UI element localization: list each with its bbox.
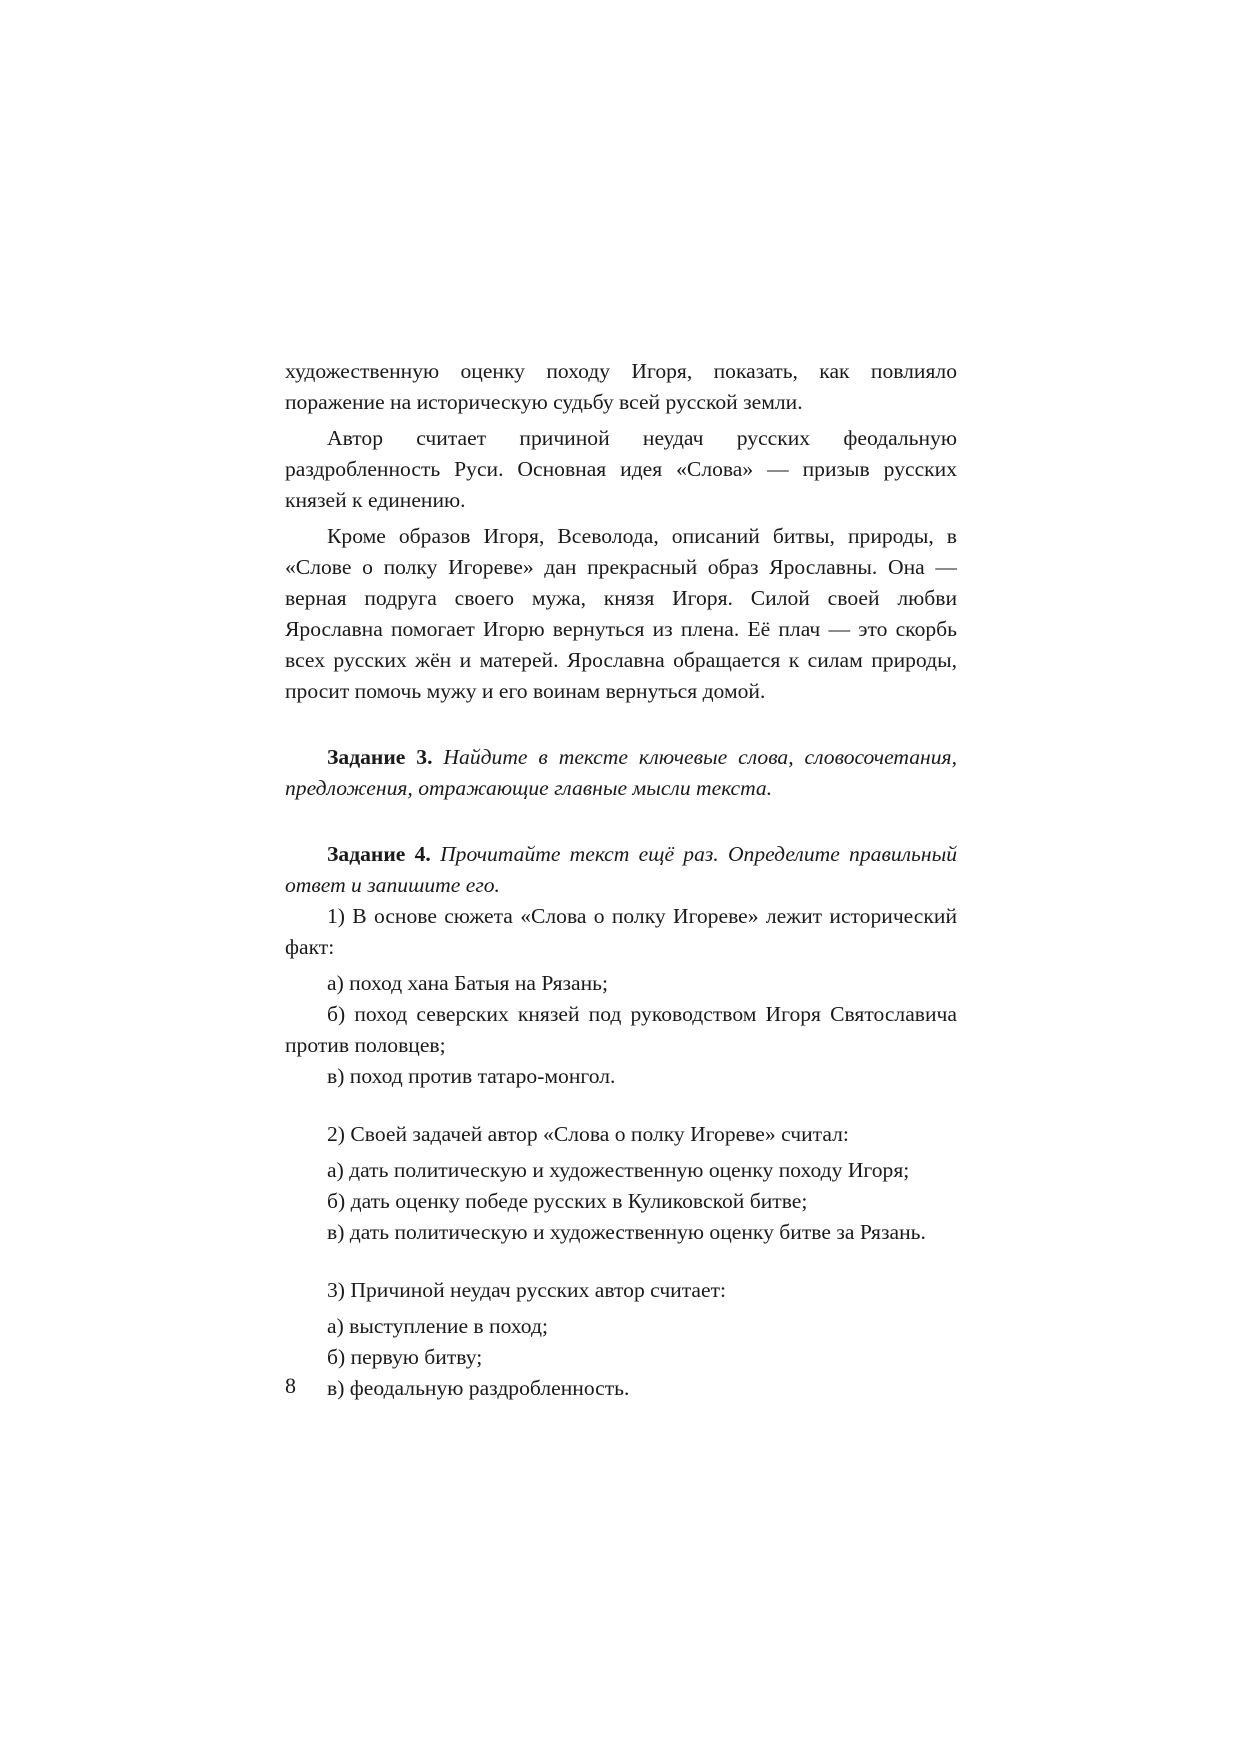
question-3: 3) Причиной неудач русских автор считает: [327, 1278, 727, 1302]
question-1: 1) В основе сюжета «Слова о полку Игореве» лежит исторический факт: [285, 904, 957, 959]
question-1-option-b: б) поход северских князей под руководством Игоря Святославича против половцев; [285, 1002, 957, 1057]
question-3-option-a: а) выступление в поход; [327, 1314, 548, 1338]
page-number: 8 [285, 1373, 296, 1398]
question-2: 2) Своей задачей автор «Слова о полку Игореве» считал: [327, 1122, 849, 1146]
question-3-option-c: в) феодальную раздробленность. [327, 1376, 630, 1400]
paragraph-1: художественную оценку походу Игоря, показать, как повлияло поражение на историческую судьбу всей русской земли. [285, 359, 957, 414]
task-4-label: Задание 4. [327, 842, 431, 866]
question-2-option-a: а) дать политическую и художественную оценку походу Игоря; [327, 1158, 910, 1182]
task-4-text: Прочитайте текст ещё раз. Определите правильный ответ и запишите его. [285, 842, 957, 897]
question-1-option-a: а) поход хана Батыя на Рязань; [327, 971, 609, 995]
question-3-option-b: б) первую битву; [327, 1345, 483, 1369]
task-3-label: Задание 3. [327, 745, 433, 769]
paragraph-3: Кроме образов Игоря, Всеволода, описаний битвы, природы, в «Слове о полку Игореве» дан прекрасный образ Ярославны. Она — верная подруга своего мужа, князя Игоря. Силой своей любви Ярославна помогает Игорю вернуться из плена. Её плач — это скорбь всех русских жён и матерей. Ярославна обращается к силам природы, просит помочь мужу и его воинам вернуться домой. [285, 524, 957, 703]
question-2-option-c: в) дать политическую и художественную оценку битве за Рязань. [327, 1220, 926, 1244]
paragraph-2: Автор считает причиной неудач русских феодальную раздробленность Руси. Основная идея «Слова» — призыв русских князей к единению. [285, 426, 957, 512]
task-4 [285, 839, 957, 901]
question-1-option-c: в) поход против татаро-монгол. [327, 1064, 616, 1088]
page-content [285, 356, 957, 1404]
question-2-option-b: б) дать оценку победе русских в Куликовской битве; [327, 1189, 808, 1213]
task-3-text: Найдите в тексте ключевые слова, словосочетания, предложения, отражающие главные мысли текста. [285, 745, 957, 800]
task-3 [285, 742, 957, 804]
